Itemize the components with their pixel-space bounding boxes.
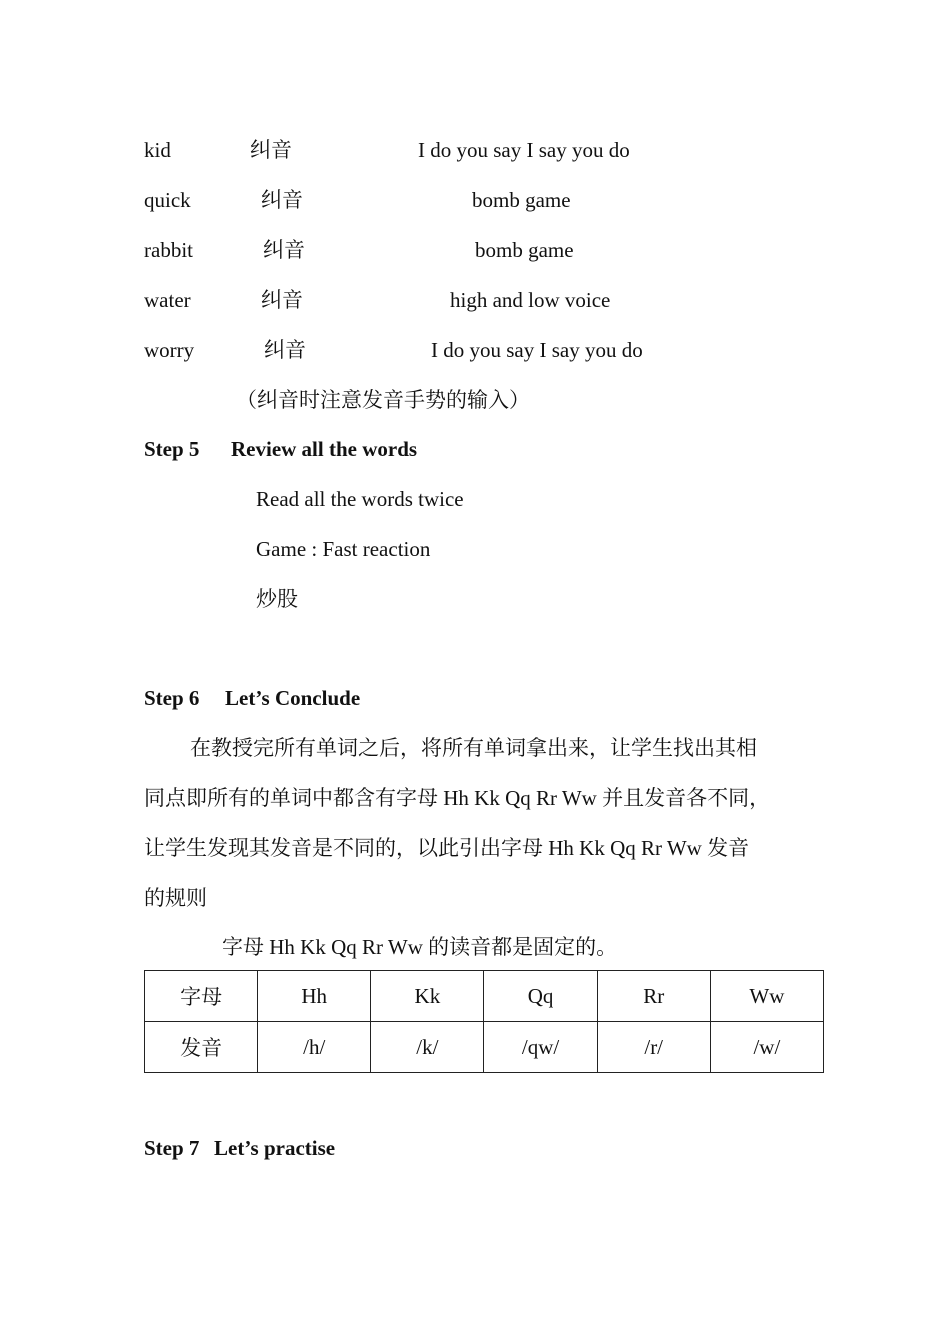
step6-heading: Step 6: [144, 686, 200, 710]
activity-rabbit: bomb game: [475, 238, 574, 262]
word-worry: worry: [144, 338, 195, 362]
step7-title: Let’s practise: [214, 1136, 336, 1160]
step5-item-read: Read all the words twice: [256, 487, 464, 511]
step6-paragraph-line-4: 的规则: [144, 886, 207, 910]
note-quick: 纠音: [261, 188, 303, 212]
step5-item-stock: 炒股: [256, 587, 298, 611]
word-rabbit: rabbit: [144, 238, 193, 262]
table-cell: Ww: [710, 971, 823, 1022]
activity-water: high and low voice: [450, 288, 611, 312]
step6-paragraph-line-2: 同点即所有的单词中都含有字母 Hh Kk Qq Rr Ww 并且发音各不同，: [144, 786, 771, 810]
step5-title: Review all the words: [231, 437, 418, 461]
word-water: water: [144, 288, 191, 312]
table-row: [145, 1022, 824, 1073]
table-cell: /h/: [258, 1022, 371, 1073]
table-cell: Hh: [258, 971, 371, 1022]
note-water: 纠音: [261, 288, 303, 312]
step6-paragraph-line-3: 让学生发现其发音是不同的，以此引出字母 Hh Kk Qq Rr Ww 发音: [144, 836, 750, 860]
table-cell: Rr: [597, 971, 710, 1022]
word-kid: kid: [144, 138, 171, 162]
step6-title: Let’s Conclude: [225, 686, 361, 710]
activity-kid: I do you say I say you do: [418, 138, 630, 162]
table-cell: Qq: [484, 971, 597, 1022]
table-cell: /qw/: [484, 1022, 597, 1073]
table-cell: /r/: [597, 1022, 710, 1073]
step6-sub-line: 字母 Hh Kk Qq Rr Ww 的读音都是固定的。: [222, 935, 618, 959]
table-row: [145, 971, 824, 1022]
table-cell: /w/: [710, 1022, 823, 1073]
step7-heading: Step 7: [144, 1136, 200, 1160]
step6-paragraph-line-1: 在教授完所有单词之后，将所有单词拿出来，让学生找出其相: [190, 736, 757, 760]
step5-heading: Step 5: [144, 437, 200, 461]
table-cell: 发音: [145, 1022, 258, 1073]
note-kid: 纠音: [250, 138, 292, 162]
table-cell: Kk: [371, 971, 484, 1022]
table-cell: /k/: [371, 1022, 484, 1073]
activity-quick: bomb game: [472, 188, 571, 212]
word-quick: quick: [144, 188, 191, 212]
note-worry: 纠音: [264, 338, 306, 362]
activity-worry: I do you say I say you do: [431, 338, 643, 362]
pronunciation-note: （纠音时注意发音手势的输入）: [236, 388, 530, 412]
letter-sound-table: [144, 970, 824, 1073]
table-cell: 字母: [145, 971, 258, 1022]
note-rabbit: 纠音: [263, 238, 305, 262]
step5-item-game: Game : Fast reaction: [256, 537, 431, 561]
